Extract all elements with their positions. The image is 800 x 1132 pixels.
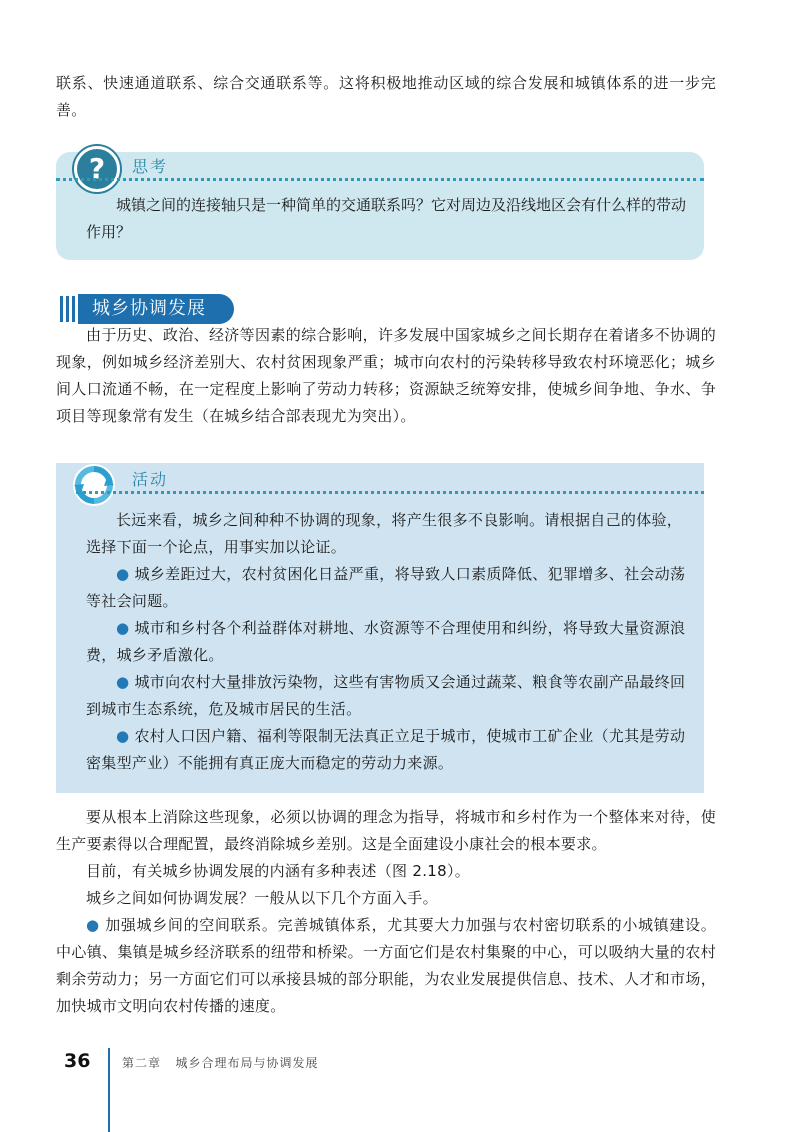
think-divider [56,178,704,181]
activity-box [56,463,704,793]
body-paragraph-3: 城乡之间如何协调发展？一般从以下几个方面入手。 [86,889,438,907]
bullet-icon: ● [116,565,130,583]
footer-divider [108,1048,110,1132]
think-question: 城镇之间的连接轴只是一种简单的交通联系吗？它对周边及沿线地区会有什么样的带动作用？ [86,196,687,241]
question-icon: ? [74,146,120,192]
activity-point: ● 城市和乡村各个利益群体对耕地、水资源等不合理使用和纠纷，将导致大量资源浪费，城乡矛盾激化。 [86,619,686,664]
activity-point: ● 城市向农村大量排放污染物，这些有害物质又会通过蔬菜、粮食等农副产品最终回到城市生态系统，危及城市居民的生活。 [86,673,686,718]
page-number: 36 [64,1050,91,1072]
chapter-title: 城乡合理布局与协调发展 [175,1056,319,1070]
activity-point: ● 农村人口因户籍、福利等限制无法真正立足于城市，使城市工矿企业（尤其是劳动密集型产业）不能拥有真正庞大而稳定的劳动力来源。 [86,727,686,772]
body-paragraph-4: ● 加强城乡间的空间联系。完善城镇体系，尤其要大力加强与农村密切联系的小城镇建设。中心镇、集镇是城乡经济联系的纽带和桥梁。一方面它们是农村集聚的中心，可以吸纳大量的农村剩余劳动力；另一方面它们可以承接县城的部分职能，为农业发展提供信息、技术、人才和市场，加快城市文明向农村传播的速度。 [56,916,716,1015]
chapter-label: 第二章 [122,1056,162,1070]
section-heading-bars [60,296,74,322]
bullet-icon: ● [116,673,130,691]
activity-divider [76,491,704,494]
think-title: 思考 [132,157,169,176]
running-footer [122,1054,318,1071]
activity-point: ● 城乡差距过大，农村贫困化日益严重，将导致人口素质降低、犯罪增多、社会动荡等社会问题。 [86,565,686,610]
bullet-icon: ● [116,727,130,745]
bullet-icon: ● [86,916,100,934]
activity-title: 活动 [132,470,169,489]
think-box [56,152,704,260]
bullet-icon: ● [116,619,130,637]
intro-paragraph: 联系、快速通道联系、综合交通联系等。这将积极地推动区域的综合发展和城镇体系的进一步完善。 [56,74,716,119]
body-paragraph-1: 要从根本上消除这些现象，必须以协调的理念为指导，将城市和乡村作为一个整体来对待，使生产要素得以合理配置，最终消除城乡差别。这是全面建设小康社会的根本要求。 [56,808,716,853]
activity-content [86,507,686,777]
section-paragraph: 由于历史、政治、经济等因素的综合影响，许多发展中国家城乡之间长期存在着诸多不协调的现象，例如城乡经济差别大、农村贫困现象严重；城市向农村的污染转移导致农村环境恶化；城乡间人口流通不畅，在一定程度上影响了劳动力转移；资源缺乏统筹安排，使城乡间争地、争水、争项目等现象常有发生（在城乡结合部表现尤为突出）。 [56,326,716,425]
activity-intro: 长远来看，城乡之间种种不协调的现象，将产生很多不良影响。请根据自己的体验，选择下面一个论点，用事实加以论证。 [86,511,683,556]
body-paragraph-2: 目前，有关城乡协调发展的内涵有多种表述（图 2.18）。 [86,862,471,880]
cycle-arrows-icon [72,463,116,507]
section-title: 城乡协调发展 [78,294,234,324]
